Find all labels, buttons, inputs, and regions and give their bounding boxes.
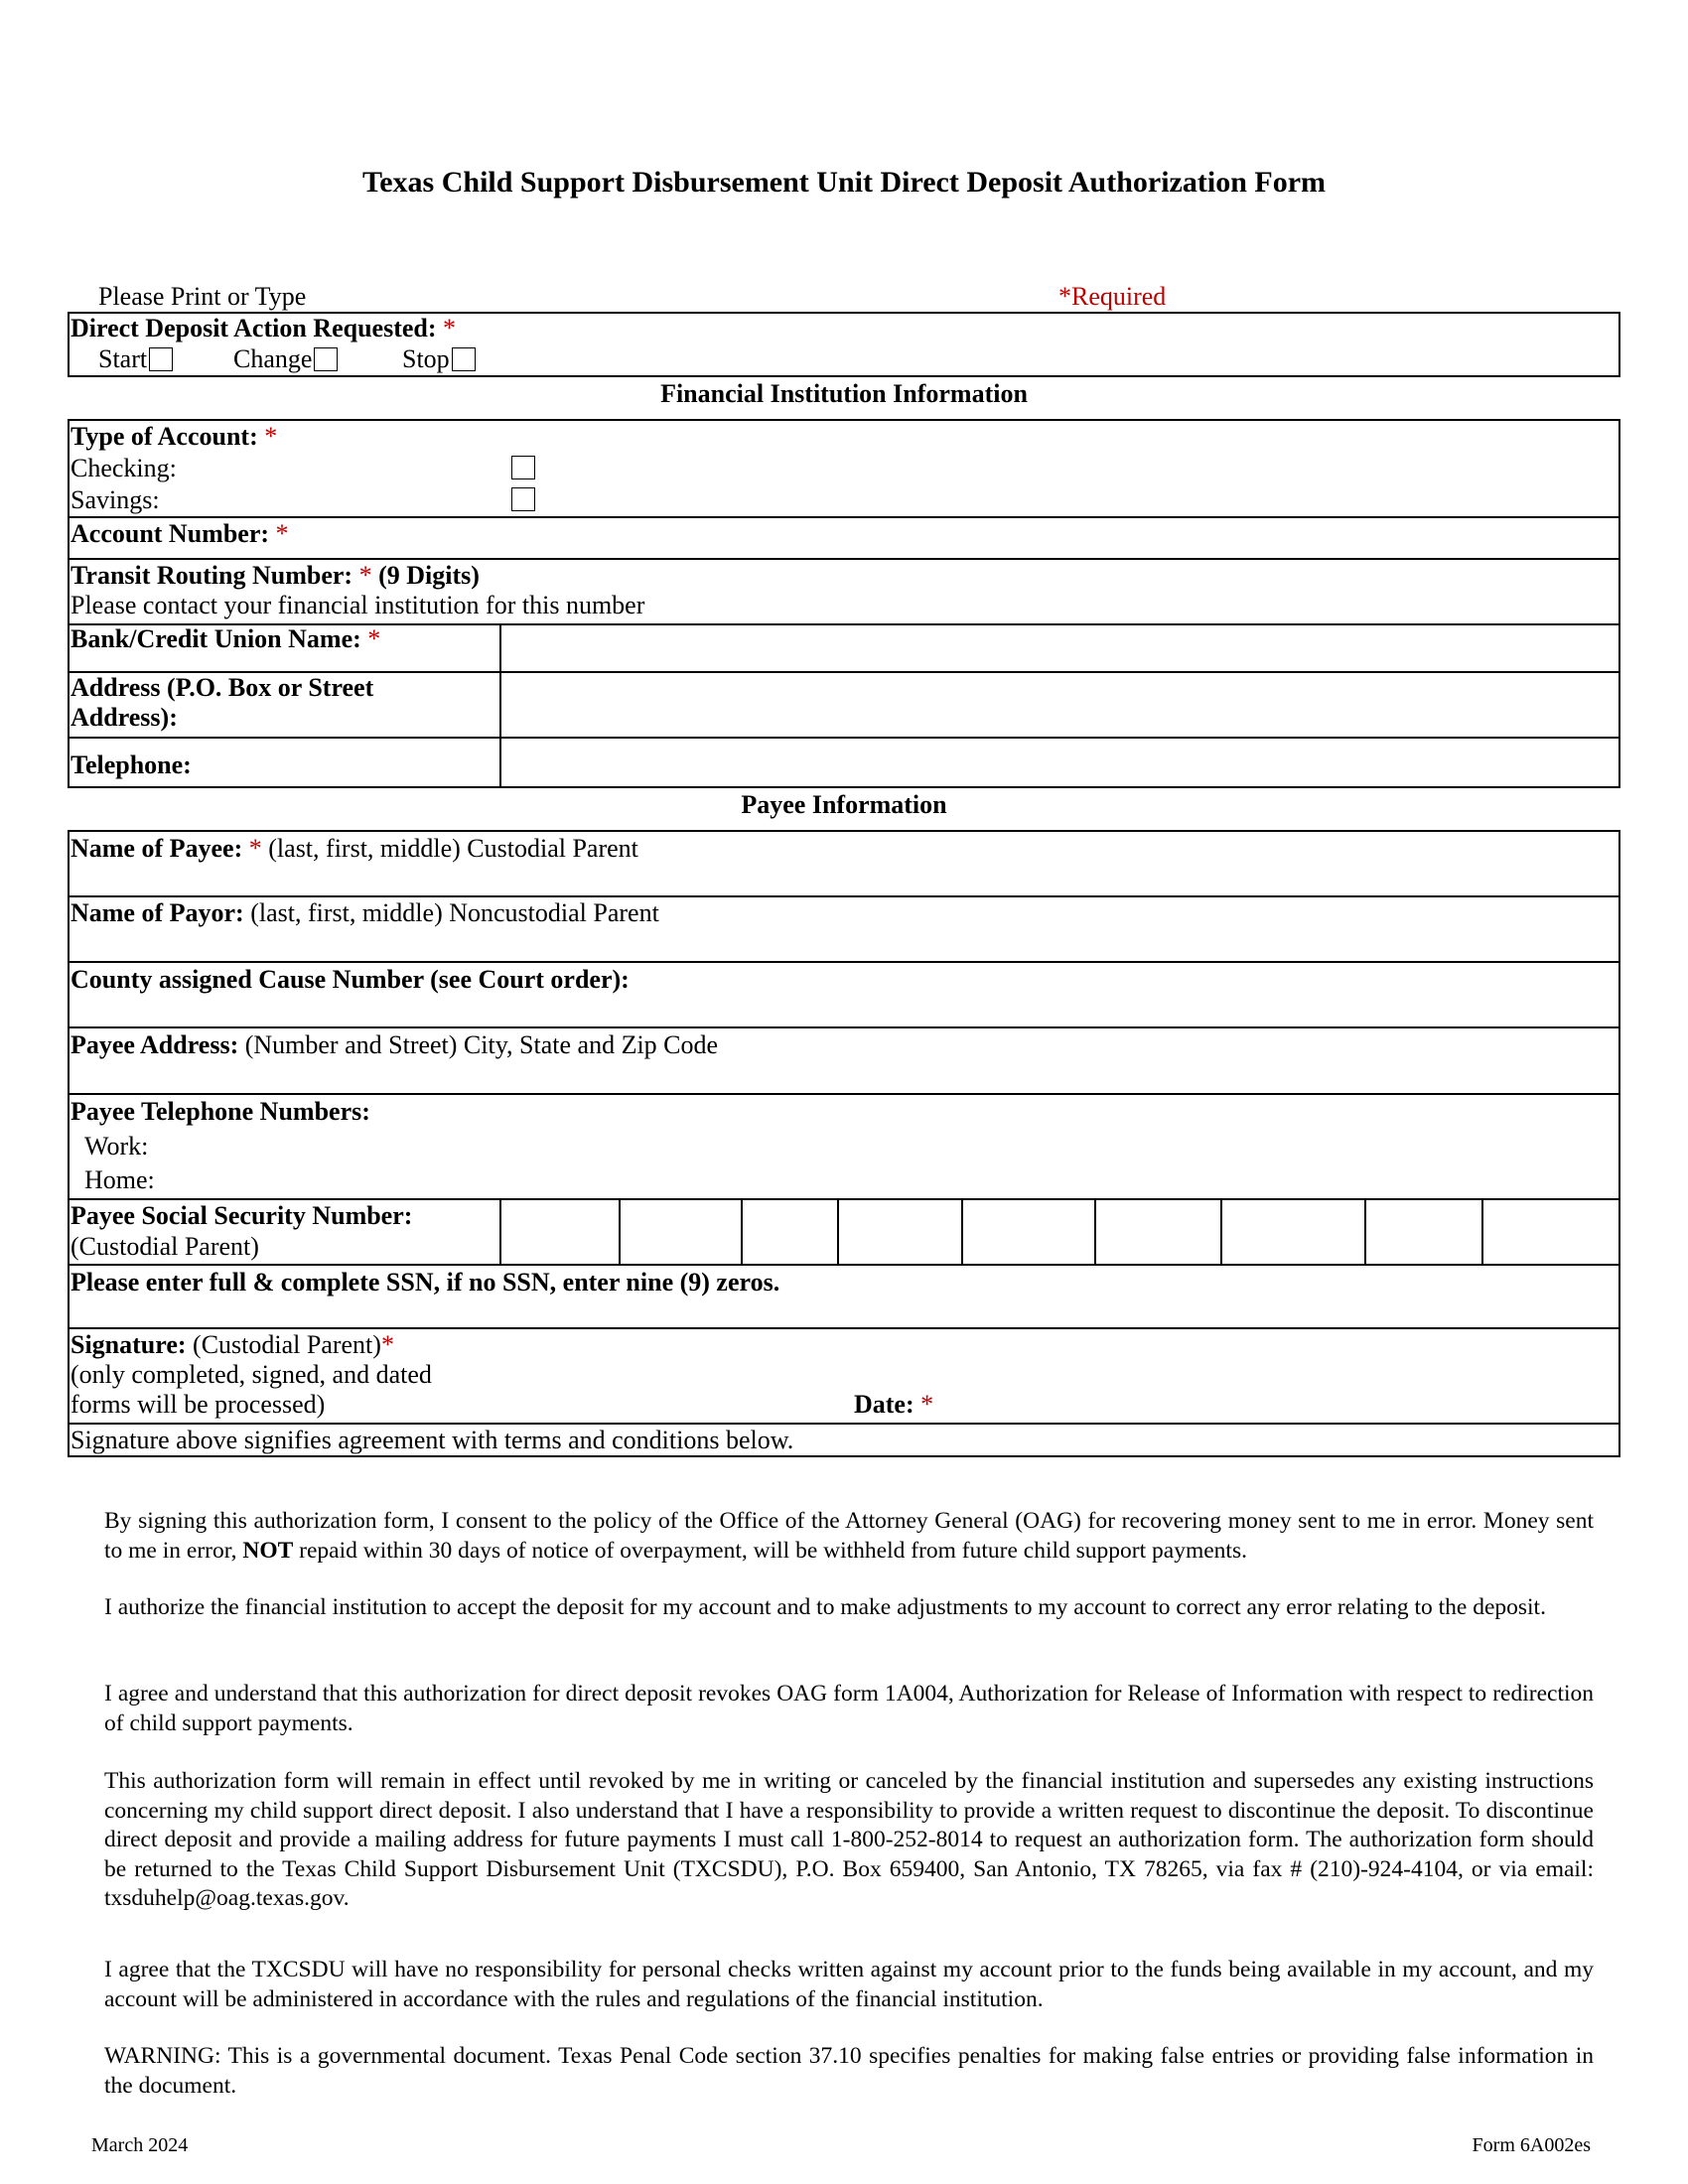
checking-label: Checking:	[70, 454, 177, 482]
action-option-change[interactable]	[233, 344, 338, 374]
ssn-instruction: Please enter full & complete SSN, if no SSN, enter nine (9) zeros.	[70, 1268, 780, 1297]
account-type-label: Type of Account:	[70, 422, 258, 451]
change-label: Change	[233, 344, 313, 373]
ssn-cell-divider	[837, 1198, 839, 1264]
required-star: *	[358, 561, 372, 590]
payee-name-row[interactable]	[70, 834, 638, 864]
savings-checkbox[interactable]	[511, 487, 535, 511]
divider	[68, 558, 1620, 560]
action-option-stop[interactable]	[402, 344, 476, 374]
date-row[interactable]	[854, 1390, 933, 1420]
payee-address-hint: (Number and Street) City, State and Zip Code	[244, 1030, 719, 1059]
payee-name-label: Name of Payee:	[70, 834, 243, 863]
divider	[68, 1327, 1620, 1329]
payor-name-row[interactable]	[70, 898, 659, 928]
signature-sublabel: (Custodial Parent)	[193, 1330, 381, 1359]
divider	[68, 516, 1620, 518]
form-title: Texas Child Support Disbursement Unit Direct Deposit Authorization Form	[361, 166, 1327, 199]
divider	[68, 1423, 1620, 1425]
bank-name-field[interactable]	[501, 625, 1618, 669]
terms-p1-part-b: repaid within 30 days of notice of overpayment, will be withheld from future child support payments.	[293, 1537, 1247, 1564]
home-phone-label[interactable]: Home:	[84, 1165, 155, 1194]
ssn-cell-divider	[1094, 1198, 1096, 1264]
payee-phones-label: Payee Telephone Numbers:	[70, 1097, 370, 1126]
terms-p1-part-a: By signing this authorization form, I consent to the policy of the Office of the Attorney General (OAG) for recovering money sent to me in error. Money sent to me in error,	[104, 1508, 1594, 1564]
divider	[68, 961, 1620, 963]
routing-number-label: Transit Routing Number:	[70, 561, 353, 590]
agreement-note: Signature above signifies agreement with terms and conditions below.	[70, 1426, 794, 1454]
divider	[68, 1026, 1620, 1028]
routing-number-row[interactable]	[70, 561, 480, 591]
savings-label: Savings:	[70, 485, 160, 514]
action-option-start[interactable]	[98, 344, 173, 374]
required-note: *Required	[1058, 282, 1167, 311]
ssn-cell-divider	[1220, 1198, 1222, 1264]
action-label-row	[70, 314, 456, 343]
footer-date: March 2024	[91, 2134, 189, 2156]
bank-telephone-label: Telephone:	[70, 751, 192, 779]
signature-label: Signature:	[70, 1330, 187, 1359]
start-label: Start	[98, 344, 148, 373]
payee-address-label: Payee Address:	[70, 1030, 239, 1059]
payee-name-hint: (last, first, middle) Custodial Parent	[268, 834, 638, 863]
required-star: *	[920, 1390, 934, 1419]
signature-row[interactable]	[70, 1330, 394, 1360]
ssn-label: Payee Social Security Number:	[70, 1201, 413, 1230]
ssn-cell-divider	[1364, 1198, 1366, 1264]
required-star: *	[367, 624, 381, 653]
routing-contact-note: Please contact your financial institution for this number	[70, 591, 645, 619]
terms-p1-bold: NOT	[242, 1537, 294, 1564]
divider	[68, 1264, 1620, 1266]
ssn-cell-divider	[741, 1198, 743, 1264]
divider	[68, 1198, 1620, 1200]
terms-paragraph-3: I agree and understand that this authorization for direct deposit revokes OAG form 1A004, Authorization for Release of Information with respect to redirection of child support payments.	[104, 1681, 1594, 1736]
print-note: Please Print or Type	[98, 282, 307, 311]
payee-address-row[interactable]	[70, 1030, 718, 1060]
checking-checkbox[interactable]	[511, 456, 535, 479]
ssn-sublabel: (Custodial Parent)	[70, 1232, 259, 1261]
signature-note-line-3: forms will be processed)	[70, 1390, 326, 1419]
ssn-cell-divider	[619, 1198, 621, 1264]
required-star: *	[248, 834, 262, 863]
divider	[68, 1093, 1620, 1095]
payor-name-hint: (last, first, middle) Noncustodial Parent	[250, 898, 659, 927]
required-star: *	[380, 1330, 394, 1359]
required-star: *	[275, 519, 289, 548]
terms-paragraph-1	[104, 1507, 1594, 1566]
bank-address-label-1: Address (P.O. Box or Street	[70, 673, 374, 702]
required-star: *	[443, 314, 457, 342]
account-number-label: Account Number:	[70, 519, 270, 548]
bank-address-label-2: Address):	[70, 703, 178, 732]
required-star: *	[264, 422, 278, 451]
payor-name-label: Name of Payor:	[70, 898, 244, 927]
bank-address-field[interactable]	[501, 673, 1618, 735]
account-number-row[interactable]	[70, 519, 289, 549]
payee-section-title: Payee Information	[741, 790, 947, 819]
stop-checkbox[interactable]	[452, 347, 476, 371]
routing-digits-note: (9 Digits)	[378, 561, 480, 590]
terms-paragraph-6: WARNING: This is a governmental document. Texas Penal Code section 37.10 specifies penalties for making false entries or providing false information in the document.	[104, 2043, 1594, 2099]
start-checkbox[interactable]	[149, 347, 173, 371]
ssn-cell-divider	[499, 1198, 501, 1264]
ssn-cell-divider	[1481, 1198, 1483, 1264]
bank-name-label: Bank/Credit Union Name:	[70, 624, 361, 653]
work-phone-label[interactable]: Work:	[84, 1132, 149, 1160]
action-label: Direct Deposit Action Requested:	[70, 314, 437, 342]
date-label: Date:	[854, 1390, 914, 1419]
ssn-cell-divider	[961, 1198, 963, 1264]
stop-label: Stop	[402, 344, 450, 373]
change-checkbox[interactable]	[314, 347, 338, 371]
account-type-label-row	[70, 422, 277, 452]
footer-form-number: Form 6A002es	[1472, 2134, 1591, 2156]
divider	[68, 895, 1620, 897]
cause-number-label[interactable]: County assigned Cause Number (see Court order):	[70, 965, 630, 994]
bank-telephone-field[interactable]	[501, 739, 1618, 786]
signature-note-line-2: (only completed, signed, and dated	[70, 1360, 432, 1389]
terms-paragraph-4: This authorization form will remain in effect until revoked by me in writing or canceled by the financial institution and supersedes any existing instructions concerning my child support direct deposit. I also understand that I have a responsibility to provide a written request to discontinue the deposit. To discontinue direct deposit and provide a mailing address for future payments I must call 1-800-252-8014 to request an authorization form. The authorization form should be returned to the Texas Child Support Disbursement Unit (TXCSDU), P.O. Box 659400, San Antonio, TX 78265, via fax # (210)-924-4104, or via email: txsduhelp@oag.texas.gov.	[104, 1768, 1594, 1911]
terms-paragraph-5: I agree that the TXCSDU will have no responsibility for personal checks written against my account prior to the funds being available in my account, and my account will be administered in accordance with the rules and regulations of the financial institution.	[104, 1957, 1594, 2012]
financial-section-title: Financial Institution Information	[660, 379, 1028, 408]
terms-paragraph-2: I authorize the financial institution to accept the deposit for my account and to make adjustments to my account to correct any error relating to the deposit.	[104, 1594, 1546, 1620]
bank-name-row	[70, 624, 380, 654]
